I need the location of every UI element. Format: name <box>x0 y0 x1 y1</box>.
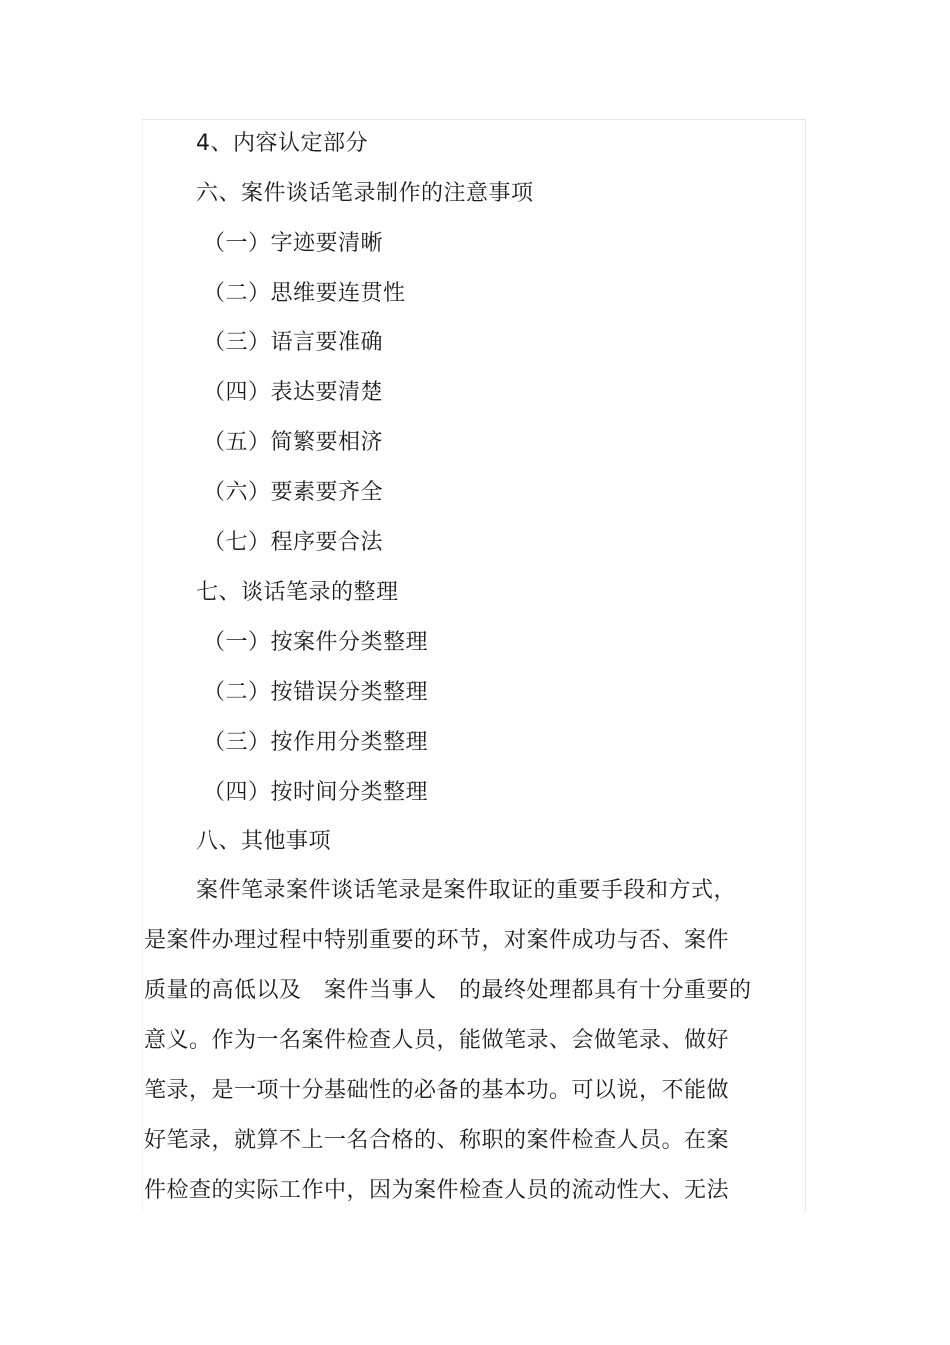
paragraph-line: 是案件办理过程中特别重要的环节，对案件成功与否、案件 <box>144 928 730 953</box>
subsection-item-7-4: （四）按时间分类整理 <box>203 780 429 805</box>
subsection-item-6-7: （七）程序要合法 <box>203 530 384 555</box>
section-heading-8: 八、其他事项 <box>196 829 332 854</box>
section-heading-6: 六、案件谈话笔录制作的注意事项 <box>196 181 534 206</box>
subsection-item-7-3: （三）按作用分类整理 <box>203 730 429 755</box>
paragraph-line: 件检查的实际工作中，因为案件检查人员的流动性大、无法 <box>144 1178 730 1203</box>
subsection-item-6-2: （二）思维要连贯性 <box>203 281 406 306</box>
subsection-item-6-5: （五）简繁要相济 <box>203 430 384 455</box>
paragraph-line: 质量的高低以及 案件当事人 的最终处理都具有十分重要的 <box>144 978 752 1003</box>
subsection-item-6-4: （四）表达要清楚 <box>203 380 384 405</box>
paragraph-line: 意义。作为一名案件检查人员，能做笔录、会做笔录、做好 <box>144 1028 730 1053</box>
subsection-item-6-6: （六）要素要齐全 <box>203 480 384 505</box>
subsection-item-7-2: （二）按错误分类整理 <box>203 680 429 705</box>
paragraph-line: 笔录，是一项十分基础性的必备的基本功。可以说，不能做 <box>144 1078 730 1103</box>
section-heading-7: 七、谈话笔录的整理 <box>196 580 399 605</box>
paragraph-line: 案件笔录案件谈话笔录是案件取证的重要手段和方式， <box>196 878 737 903</box>
subsection-item-6-3: （三）语言要准确 <box>203 330 384 355</box>
subsection-item-6-1: （一）字迹要清晰 <box>203 231 384 256</box>
section-item-content-confirmation: 4、内容认定部分 <box>196 131 368 156</box>
subsection-item-7-1: （一）按案件分类整理 <box>203 630 429 655</box>
paragraph-line: 好笔录，就算不上一名合格的、称职的案件检查人员。在案 <box>144 1128 730 1153</box>
